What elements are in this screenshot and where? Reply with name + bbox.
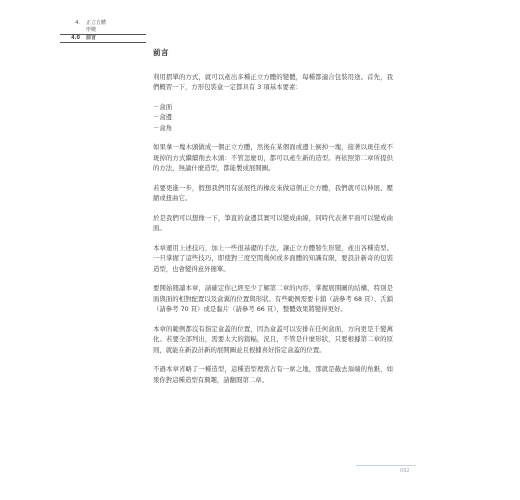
- list-item: －盒邊: [153, 113, 173, 121]
- paragraph: 要開始閱讀本章，請確定你已經至少了解第二章的內容，掌握展開圖的結構，特別是面與面的相對配置以及盒翼的位置與形狀。有些範例需要卡鎖（請參考 68 頁）、舌鎖（請參考 70 頁）或是黏片（請參考 66 頁），整體效果將變得更好。: [153, 284, 393, 313]
- toc-title: 形變: [86, 27, 97, 33]
- paragraph: 不過本章省略了一種造型，這種造型理當占有一席之地，那就是截去頂端的角錐，如果你對這種造型有興趣，請翻閱第二章。: [153, 365, 393, 384]
- toc-row-chapter: [60, 20, 146, 27]
- toc-title: 正立方體: [86, 20, 107, 26]
- chapter-toc: [60, 20, 146, 43]
- toc-number: 4.0: [71, 35, 80, 41]
- list-item: －盒面: [153, 102, 173, 111]
- toc-title: 前言: [86, 35, 97, 41]
- paragraph: 利用摺單的方式，就可以產出多種正立方體的變體，每種都適合包裝用途。首先，我們概習一下，方形包裝盒一定都具有 3 項基本要素：: [153, 72, 393, 91]
- paragraph: 若要更進一步，假想我們用有延展性的橡皮來做這個正立方體，我們就可以伸展、壓縮或扭曲它。: [153, 183, 393, 202]
- toc-row-chapter-cont: [60, 27, 146, 34]
- element-list: [153, 102, 393, 134]
- toc-number: 4.: [75, 20, 80, 26]
- section-heading: 前言: [153, 48, 169, 57]
- paragraph: 本章的範例都沒有指定盒蓋的位置，因為盒蓋可以安排在任何盒面，方向更是千變萬化。若要全部列出，需要太大的篇幅，況且，不管是什麼形狀，只要根據第二章的原則，就能在新設計新的展開圖並且根據喜好指定盒蓋的位置。: [153, 324, 393, 354]
- list-item: －盒角: [153, 123, 173, 132]
- main-text: [153, 48, 393, 394]
- paragraph: 如果拿一塊木頭做成一個正立方體，然後在某個面或邊上倒掉一塊，接著以斑佳或不斑掉的方式繼續削去木頭：不管怎麼切，都可以產生新的造型。再依照第二章所提供的方法，無論什麼造型，都能製成展開圖。: [153, 143, 393, 172]
- page-number: 092: [400, 468, 410, 474]
- footer-rule: [356, 465, 416, 466]
- toc-row-current-section: [60, 34, 146, 43]
- paragraph: 本章運用上述技巧，加上一些很基礎的手法，讓正立方體發生形變，產出各種造型。一旦掌握了這些技巧，即使對三度空間幾何或多面體的知識有限，要設計新奇的包裝造型，也會變得意外簡單。: [153, 243, 393, 273]
- paragraph: 於是我們可以想像一下，筆直的盒邊其實可以變成曲線，同時代表著平面可以變成曲面。: [153, 213, 393, 232]
